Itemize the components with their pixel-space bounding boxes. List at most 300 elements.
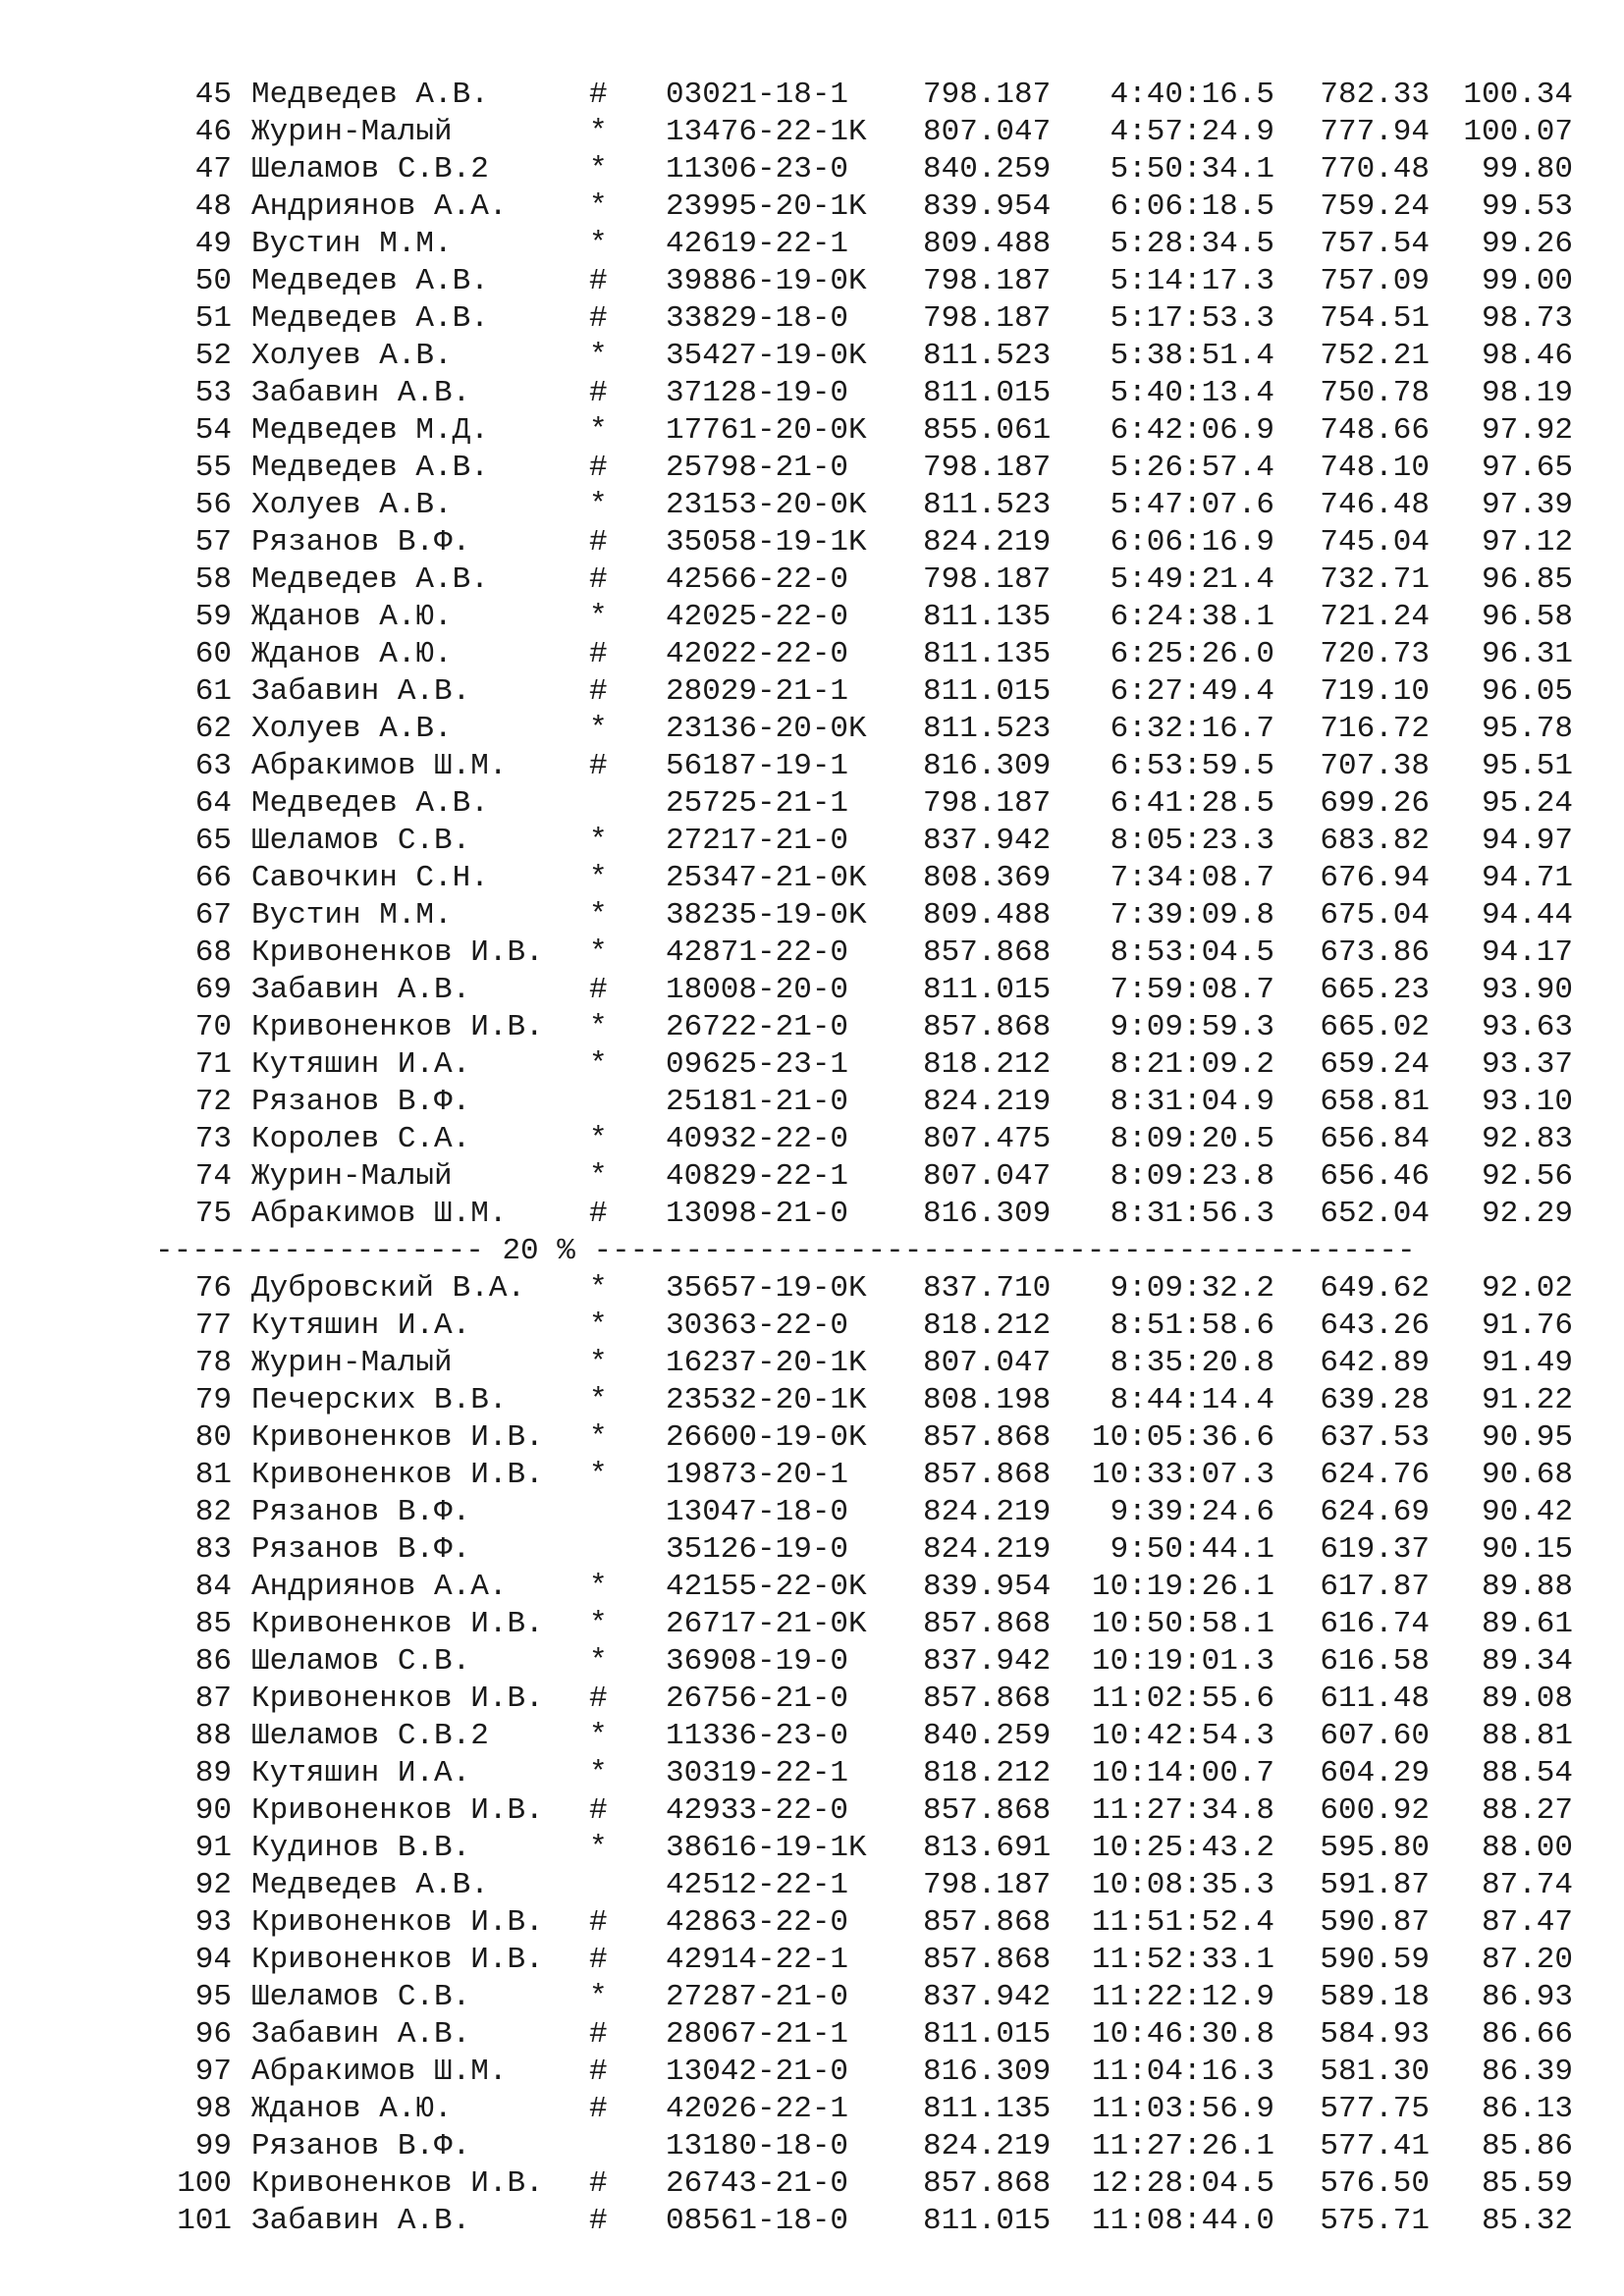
score-percent-cell: 96.58	[1481, 600, 1573, 634]
table-row	[0, 1046, 1624, 1084]
rank-cell: 61	[194, 674, 232, 709]
distance-cell: 811.015	[923, 2204, 1052, 2238]
table-row	[0, 1084, 1624, 1121]
mark-cell: #	[589, 451, 608, 485]
pilot-name-cell: Медведев А.В.	[251, 451, 489, 485]
ring-id-cell: 33829-18-0	[666, 301, 849, 336]
score-percent-cell: 96.85	[1481, 562, 1573, 597]
mark-cell: *	[589, 1010, 608, 1044]
rank-cell: 80	[194, 1420, 232, 1455]
speed-cell: 590.87	[1320, 1905, 1430, 1940]
pilot-name-cell: Жданов А.Ю.	[251, 637, 453, 671]
speed-cell: 757.54	[1320, 227, 1430, 261]
score-percent-cell: 99.53	[1481, 189, 1573, 224]
flight-time-cell: 11:03:56.9	[1091, 2092, 1274, 2126]
flight-time-cell: 5:14:17.3	[1110, 264, 1274, 298]
flight-time-cell: 6:24:38.1	[1110, 600, 1274, 634]
ring-id-cell: 38616-19-1K	[666, 1831, 867, 1865]
mark-cell: #	[589, 674, 608, 709]
distance-cell: 857.868	[923, 2166, 1052, 2201]
distance-cell: 818.212	[923, 1047, 1052, 1082]
pilot-name-cell: Кривоненков И.В.	[251, 935, 544, 970]
score-percent-cell: 92.83	[1481, 1122, 1573, 1156]
speed-cell: 576.50	[1320, 2166, 1430, 2201]
table-row	[0, 1419, 1624, 1457]
speed-cell: 782.33	[1320, 78, 1430, 112]
flight-time-cell: 8:53:04.5	[1110, 935, 1274, 970]
distance-cell: 811.015	[923, 2017, 1052, 2052]
flight-time-cell: 8:44:14.4	[1110, 1383, 1274, 1417]
pilot-name-cell: Забавин А.В.	[251, 2204, 471, 2238]
pilot-name-cell: Андриянов А.А.	[251, 189, 508, 224]
rank-cell: 69	[194, 973, 232, 1007]
distance-cell: 839.954	[923, 1570, 1052, 1604]
score-percent-cell: 92.56	[1481, 1159, 1573, 1194]
distance-cell: 808.198	[923, 1383, 1052, 1417]
speed-cell: 665.23	[1320, 973, 1430, 1007]
flight-time-cell: 8:31:56.3	[1110, 1197, 1274, 1231]
ring-id-cell: 26743-21-0	[666, 2166, 849, 2201]
mark-cell: #	[589, 749, 608, 783]
table-row	[0, 2054, 1624, 2091]
ring-id-cell: 42619-22-1	[666, 227, 849, 261]
pilot-name-cell: Кривоненков И.В.	[251, 1793, 544, 1828]
rank-cell: 74	[194, 1159, 232, 1194]
mark-cell: #	[589, 264, 608, 298]
flight-time-cell: 4:57:24.9	[1110, 115, 1274, 149]
flight-time-cell: 10:46:30.8	[1091, 2017, 1274, 2052]
pilot-name-cell: Савочкин С.Н.	[251, 861, 489, 895]
distance-cell: 811.523	[923, 712, 1052, 746]
ring-id-cell: 36908-19-0	[666, 1644, 849, 1679]
score-percent-cell: 90.95	[1481, 1420, 1573, 1455]
speed-cell: 699.26	[1320, 786, 1430, 821]
flight-time-cell: 10:14:00.7	[1091, 1756, 1274, 1790]
mark-cell: *	[589, 861, 608, 895]
speed-cell: 619.37	[1320, 1532, 1430, 1567]
pilot-name-cell: Холуев А.В.	[251, 712, 453, 746]
table-row	[0, 599, 1624, 636]
flight-time-cell: 7:39:09.8	[1110, 898, 1274, 933]
score-percent-cell: 89.08	[1481, 1682, 1573, 1716]
distance-cell: 811.015	[923, 376, 1052, 410]
mark-cell: *	[589, 898, 608, 933]
mark-cell: *	[589, 1047, 608, 1082]
distance-cell: 816.309	[923, 749, 1052, 783]
rank-cell: 89	[194, 1756, 232, 1790]
distance-cell: 809.488	[923, 227, 1052, 261]
mark-cell: *	[589, 189, 608, 224]
flight-time-cell: 5:28:34.5	[1110, 227, 1274, 261]
mark-cell: #	[589, 2166, 608, 2201]
rank-cell: 88	[194, 1719, 232, 1753]
ring-id-cell: 13098-21-0	[666, 1197, 849, 1231]
score-percent-cell: 97.65	[1481, 451, 1573, 485]
speed-cell: 716.72	[1320, 712, 1430, 746]
mark-cell: *	[589, 712, 608, 746]
mark-cell: *	[589, 1607, 608, 1641]
pilot-name-cell: Медведев А.В.	[251, 264, 489, 298]
ring-id-cell: 16237-20-1K	[666, 1346, 867, 1380]
table-row	[0, 2165, 1624, 2203]
ring-id-cell: 13047-18-0	[666, 1495, 849, 1529]
distance-cell: 857.868	[923, 1420, 1052, 1455]
speed-cell: 676.94	[1320, 861, 1430, 895]
results-table-bottom	[0, 1270, 1624, 2240]
mark-cell: *	[589, 227, 608, 261]
flight-time-cell: 11:51:52.4	[1091, 1905, 1274, 1940]
pilot-name-cell: Кривоненков И.В.	[251, 1943, 544, 1977]
ring-id-cell: 42933-22-0	[666, 1793, 849, 1828]
ring-id-cell: 28067-21-1	[666, 2017, 849, 2052]
distance-cell: 811.135	[923, 637, 1052, 671]
speed-cell: 649.62	[1320, 1271, 1430, 1306]
pilot-name-cell: Медведев А.В.	[251, 78, 489, 112]
table-row	[0, 1196, 1624, 1233]
ring-id-cell: 08561-18-0	[666, 2204, 849, 2238]
rank-cell: 91	[194, 1831, 232, 1865]
score-percent-cell: 100.34	[1463, 78, 1573, 112]
table-row	[0, 1979, 1624, 2016]
mark-cell: *	[589, 1756, 608, 1790]
table-row	[0, 263, 1624, 300]
distance-cell: 857.868	[923, 1458, 1052, 1492]
flight-time-cell: 8:05:23.3	[1110, 824, 1274, 858]
mark-cell: #	[589, 525, 608, 560]
rank-cell: 71	[194, 1047, 232, 1082]
pilot-name-cell: Шеламов С.В.	[251, 1644, 471, 1679]
ring-id-cell: 42026-22-1	[666, 2092, 849, 2126]
rank-cell: 66	[194, 861, 232, 895]
score-percent-cell: 92.02	[1481, 1271, 1573, 1306]
flight-time-cell: 11:52:33.1	[1091, 1943, 1274, 1977]
ring-id-cell: 35058-19-1K	[666, 525, 867, 560]
distance-cell: 837.942	[923, 1980, 1052, 2014]
rank-cell: 51	[194, 301, 232, 336]
ring-id-cell: 30319-22-1	[666, 1756, 849, 1790]
mark-cell: #	[589, 376, 608, 410]
mark-cell: *	[589, 1346, 608, 1380]
score-percent-cell: 86.66	[1481, 2017, 1573, 2052]
ring-id-cell: 17761-20-0K	[666, 413, 867, 448]
pilot-name-cell: Журин-Малый	[251, 1159, 453, 1194]
pilot-name-cell: Забавин А.В.	[251, 376, 471, 410]
speed-cell: 752.21	[1320, 339, 1430, 373]
score-percent-cell: 86.93	[1481, 1980, 1573, 2014]
mark-cell: #	[589, 2092, 608, 2126]
distance-cell: 857.868	[923, 1943, 1052, 1977]
distance-cell: 807.047	[923, 115, 1052, 149]
speed-cell: 607.60	[1320, 1719, 1430, 1753]
pilot-name-cell: Кутяшин И.А.	[251, 1756, 471, 1790]
pilot-name-cell: Медведев А.В.	[251, 1868, 489, 1902]
mark-cell: *	[589, 1383, 608, 1417]
flight-time-cell: 5:17:53.3	[1110, 301, 1274, 336]
flight-time-cell: 5:49:21.4	[1110, 562, 1274, 597]
pilot-name-cell: Дубровский В.А.	[251, 1271, 526, 1306]
flight-time-cell: 9:09:59.3	[1110, 1010, 1274, 1044]
rank-cell: 52	[194, 339, 232, 373]
table-row	[0, 1569, 1624, 1606]
ring-id-cell: 11336-23-0	[666, 1719, 849, 1753]
rank-cell: 48	[194, 189, 232, 224]
flight-time-cell: 8:31:04.9	[1110, 1085, 1274, 1119]
flight-time-cell: 11:02:55.6	[1091, 1682, 1274, 1716]
score-percent-cell: 97.39	[1481, 488, 1573, 522]
distance-cell: 811.523	[923, 488, 1052, 522]
flight-time-cell: 8:51:58.6	[1110, 1308, 1274, 1343]
table-row	[0, 1792, 1624, 1830]
table-row	[0, 1867, 1624, 1904]
mark-cell: *	[589, 1420, 608, 1455]
table-row	[0, 1531, 1624, 1569]
mark-cell: *	[589, 1271, 608, 1306]
flight-time-cell: 7:34:08.7	[1110, 861, 1274, 895]
score-percent-cell: 93.90	[1481, 973, 1573, 1007]
flight-time-cell: 8:09:23.8	[1110, 1159, 1274, 1194]
pilot-name-cell: Королев С.А.	[251, 1122, 471, 1156]
ring-id-cell: 26756-21-0	[666, 1682, 849, 1716]
pilot-name-cell: Вустин М.М.	[251, 227, 453, 261]
rank-cell: 98	[194, 2092, 232, 2126]
rank-cell: 54	[194, 413, 232, 448]
flight-time-cell: 10:33:07.3	[1091, 1458, 1274, 1492]
mark-cell: #	[589, 973, 608, 1007]
table-row	[0, 785, 1624, 823]
rank-cell: 92	[194, 1868, 232, 1902]
pilot-name-cell: Журин-Малый	[251, 1346, 453, 1380]
flight-time-cell: 6:41:28.5	[1110, 786, 1274, 821]
score-percent-cell: 91.49	[1481, 1346, 1573, 1380]
ring-id-cell: 25798-21-0	[666, 451, 849, 485]
flight-time-cell: 10:05:36.6	[1091, 1420, 1274, 1455]
mark-cell: #	[589, 301, 608, 336]
table-row	[0, 1308, 1624, 1345]
pilot-name-cell: Шеламов С.В.	[251, 1980, 471, 2014]
speed-cell: 616.74	[1320, 1607, 1430, 1641]
rank-cell: 72	[194, 1085, 232, 1119]
distance-cell: 798.187	[923, 301, 1052, 336]
pilot-name-cell: Кривоненков И.В.	[251, 1682, 544, 1716]
distance-cell: 798.187	[923, 264, 1052, 298]
ring-id-cell: 42871-22-0	[666, 935, 849, 970]
pilot-name-cell: Вустин М.М.	[251, 898, 453, 933]
flight-time-cell: 6:06:18.5	[1110, 189, 1274, 224]
distance-cell: 857.868	[923, 1607, 1052, 1641]
flight-time-cell: 9:09:32.2	[1110, 1271, 1274, 1306]
table-row	[0, 2016, 1624, 2054]
score-percent-cell: 93.10	[1481, 1085, 1573, 1119]
results-table-top	[0, 77, 1624, 1233]
rank-cell: 99	[194, 2129, 232, 2163]
pilot-name-cell: Журин-Малый	[251, 115, 453, 149]
score-percent-cell: 98.46	[1481, 339, 1573, 373]
rank-cell: 73	[194, 1122, 232, 1156]
score-percent-cell: 94.44	[1481, 898, 1573, 933]
pilot-name-cell: Печерских В.В.	[251, 1383, 508, 1417]
distance-cell: 807.047	[923, 1346, 1052, 1380]
pilot-name-cell: Медведев А.В.	[251, 301, 489, 336]
pilot-name-cell: Кудинов В.В.	[251, 1831, 471, 1865]
flight-time-cell: 9:50:44.1	[1110, 1532, 1274, 1567]
rank-cell: 55	[194, 451, 232, 485]
speed-cell: 754.51	[1320, 301, 1430, 336]
ring-id-cell: 27287-21-0	[666, 1980, 849, 2014]
speed-cell: 732.71	[1320, 562, 1430, 597]
pilot-name-cell: Рязанов В.Ф.	[251, 1532, 471, 1567]
mark-cell: *	[589, 1308, 608, 1343]
score-percent-cell: 91.22	[1481, 1383, 1573, 1417]
mark-cell: *	[589, 1570, 608, 1604]
results-document	[0, 77, 1624, 2240]
distance-cell: 840.259	[923, 1719, 1052, 1753]
score-percent-cell: 91.76	[1481, 1308, 1573, 1343]
mark-cell: #	[589, 1793, 608, 1828]
ring-id-cell: 25181-21-0	[666, 1085, 849, 1119]
distance-cell: 816.309	[923, 2055, 1052, 2089]
ring-id-cell: 26722-21-0	[666, 1010, 849, 1044]
distance-cell: 855.061	[923, 413, 1052, 448]
rank-cell: 100	[177, 2166, 232, 2201]
score-percent-cell: 94.17	[1481, 935, 1573, 970]
ring-id-cell: 13180-18-0	[666, 2129, 849, 2163]
ring-id-cell: 19873-20-1	[666, 1458, 849, 1492]
rank-cell: 65	[194, 824, 232, 858]
rank-cell: 77	[194, 1308, 232, 1343]
pilot-name-cell: Кривоненков И.В.	[251, 1458, 544, 1492]
table-row	[0, 77, 1624, 114]
pilot-name-cell: Абракимов Ш.М.	[251, 749, 508, 783]
speed-cell: 707.38	[1320, 749, 1430, 783]
table-row	[0, 188, 1624, 226]
ring-id-cell: 40829-22-1	[666, 1159, 849, 1194]
rank-cell: 70	[194, 1010, 232, 1044]
table-row	[0, 897, 1624, 934]
rank-cell: 56	[194, 488, 232, 522]
ring-id-cell: 35427-19-0K	[666, 339, 867, 373]
table-row	[0, 1643, 1624, 1681]
distance-cell: 837.942	[923, 824, 1052, 858]
ring-id-cell: 23532-20-1K	[666, 1383, 867, 1417]
mark-cell: #	[589, 1905, 608, 1940]
pilot-name-cell: Жданов А.Ю.	[251, 600, 453, 634]
pilot-name-cell: Шеламов С.В.	[251, 824, 471, 858]
score-percent-cell: 89.34	[1481, 1644, 1573, 1679]
speed-cell: 616.58	[1320, 1644, 1430, 1679]
distance-cell: 824.219	[923, 1495, 1052, 1529]
distance-cell: 857.868	[923, 1010, 1052, 1044]
rank-cell: 79	[194, 1383, 232, 1417]
speed-cell: 658.81	[1320, 1085, 1430, 1119]
flight-time-cell: 11:27:34.8	[1091, 1793, 1274, 1828]
table-row	[0, 338, 1624, 375]
score-percent-cell: 96.05	[1481, 674, 1573, 709]
ring-id-cell: 42512-22-1	[666, 1868, 849, 1902]
speed-cell: 589.18	[1320, 1980, 1430, 2014]
ring-id-cell: 42025-22-0	[666, 600, 849, 634]
pilot-name-cell: Кривоненков И.В.	[251, 1905, 544, 1940]
flight-time-cell: 6:53:59.5	[1110, 749, 1274, 783]
speed-cell: 600.92	[1320, 1793, 1430, 1828]
score-percent-cell: 97.92	[1481, 413, 1573, 448]
flight-time-cell: 6:42:06.9	[1110, 413, 1274, 448]
speed-cell: 673.86	[1320, 935, 1430, 970]
score-percent-cell: 97.12	[1481, 525, 1573, 560]
rank-cell: 76	[194, 1271, 232, 1306]
rank-cell: 64	[194, 786, 232, 821]
speed-cell: 750.78	[1320, 376, 1430, 410]
speed-cell: 604.29	[1320, 1756, 1430, 1790]
mark-cell: #	[589, 2204, 608, 2238]
score-percent-cell: 86.13	[1481, 2092, 1573, 2126]
score-percent-cell: 88.54	[1481, 1756, 1573, 1790]
distance-cell: 840.259	[923, 152, 1052, 187]
table-row	[0, 636, 1624, 673]
flight-time-cell: 5:26:57.4	[1110, 451, 1274, 485]
rank-cell: 86	[194, 1644, 232, 1679]
mark-cell: *	[589, 413, 608, 448]
mark-cell: *	[589, 1644, 608, 1679]
rank-cell: 45	[194, 78, 232, 112]
flight-time-cell: 6:25:26.0	[1110, 637, 1274, 671]
table-row	[0, 1830, 1624, 1867]
rank-cell: 63	[194, 749, 232, 783]
table-row	[0, 1158, 1624, 1196]
ring-id-cell: 25347-21-0K	[666, 861, 867, 895]
rank-cell: 53	[194, 376, 232, 410]
speed-cell: 642.89	[1320, 1346, 1430, 1380]
rank-cell: 93	[194, 1905, 232, 1940]
rank-cell: 83	[194, 1532, 232, 1567]
ring-id-cell: 11306-23-0	[666, 152, 849, 187]
table-row	[0, 972, 1624, 1009]
score-percent-cell: 93.37	[1481, 1047, 1573, 1082]
table-row	[0, 1681, 1624, 1718]
speed-cell: 595.80	[1320, 1831, 1430, 1865]
mark-cell: *	[589, 339, 608, 373]
rank-cell: 94	[194, 1943, 232, 1977]
ring-id-cell: 13476-22-1K	[666, 115, 867, 149]
table-row	[0, 375, 1624, 412]
flight-time-cell: 5:40:13.4	[1110, 376, 1274, 410]
score-percent-cell: 92.29	[1481, 1197, 1573, 1231]
distance-cell: 816.309	[923, 1197, 1052, 1231]
pilot-name-cell: Кривоненков И.В.	[251, 1420, 544, 1455]
ring-id-cell: 03021-18-1	[666, 78, 849, 112]
pilot-name-cell: Кутяшин И.А.	[251, 1047, 471, 1082]
distance-cell: 808.369	[923, 861, 1052, 895]
rank-cell: 95	[194, 1980, 232, 2014]
speed-cell: 639.28	[1320, 1383, 1430, 1417]
distance-cell: 798.187	[923, 451, 1052, 485]
mark-cell: *	[589, 115, 608, 149]
distance-cell: 818.212	[923, 1756, 1052, 1790]
distance-cell: 798.187	[923, 786, 1052, 821]
pilot-name-cell: Шеламов С.В.2	[251, 1719, 489, 1753]
table-row	[0, 487, 1624, 524]
ring-id-cell: 39886-19-0K	[666, 264, 867, 298]
distance-cell: 798.187	[923, 562, 1052, 597]
table-row	[0, 748, 1624, 785]
speed-cell: 637.53	[1320, 1420, 1430, 1455]
rank-cell: 97	[194, 2055, 232, 2089]
rank-cell: 84	[194, 1570, 232, 1604]
score-percent-cell: 98.19	[1481, 376, 1573, 410]
ring-id-cell: 23153-20-0K	[666, 488, 867, 522]
rank-cell: 78	[194, 1346, 232, 1380]
ring-id-cell: 26600-19-0K	[666, 1420, 867, 1455]
flight-time-cell: 12:28:04.5	[1091, 2166, 1274, 2201]
